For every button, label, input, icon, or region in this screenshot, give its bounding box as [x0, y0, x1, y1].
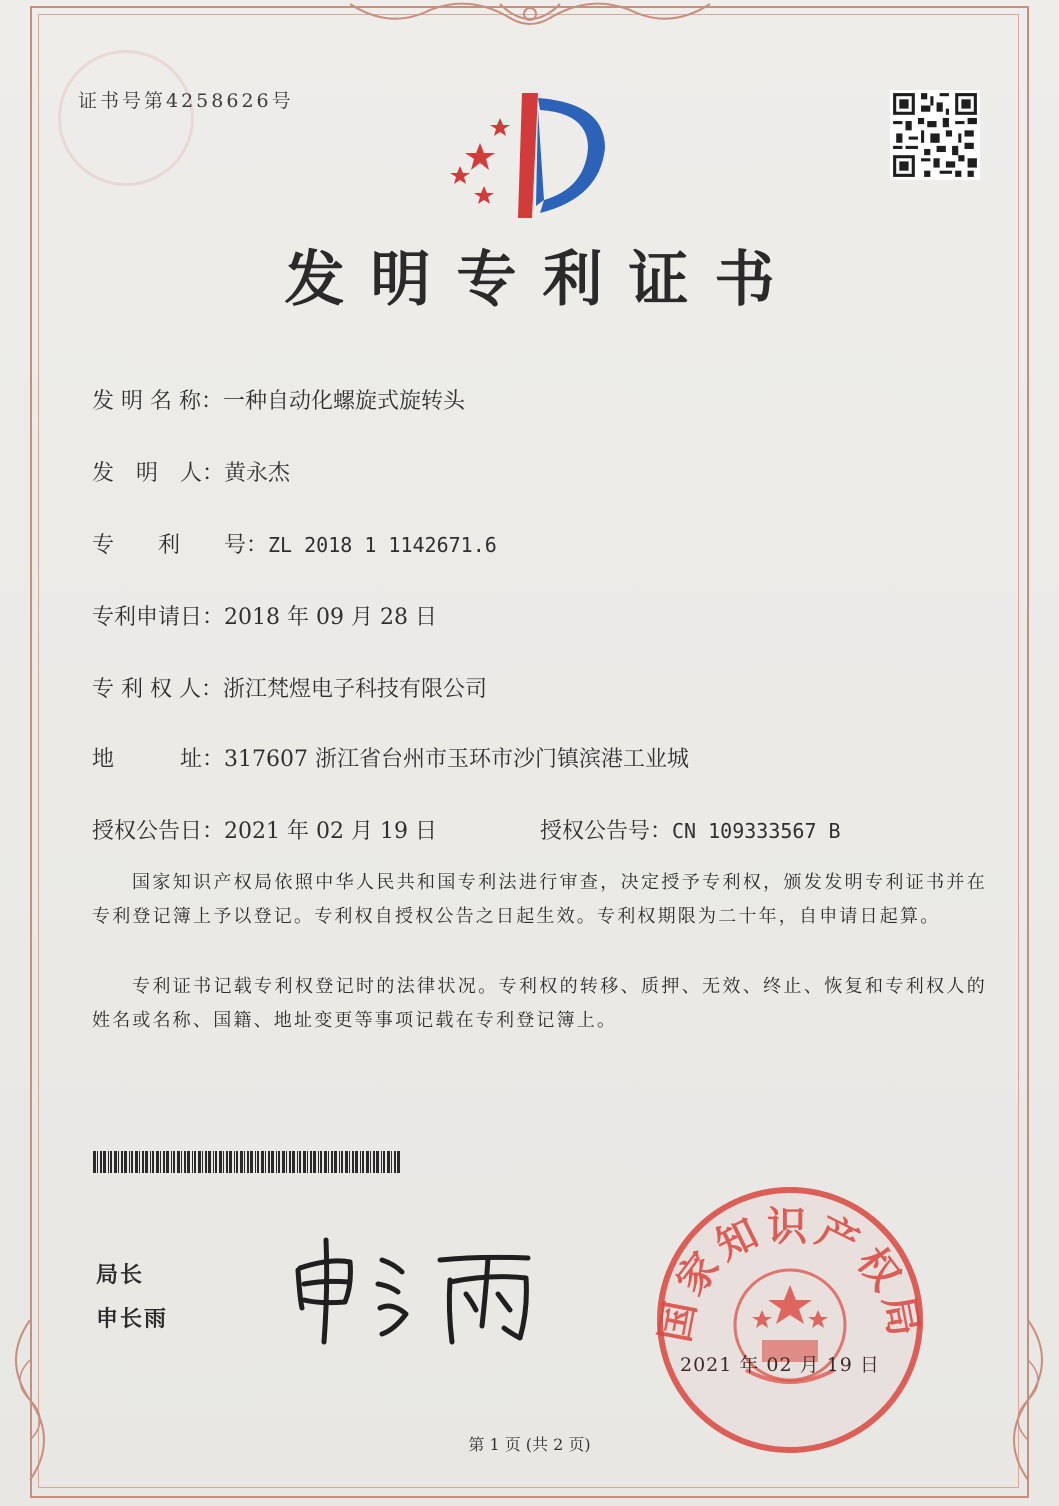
- right-ornament-icon: [1000, 1320, 1059, 1480]
- field-invention-name: [92, 384, 465, 415]
- field-value: 一种自动化螺旋式旋转头: [222, 389, 465, 414]
- field-label: 专 利 号：: [92, 533, 269, 558]
- field-label: 发 明 名 称：: [92, 389, 223, 414]
- field-label: 授权公告号：: [540, 819, 673, 844]
- statement-paragraph-2: 专利证书记载专利权登记时的法律状况。专利权的转移、质押、无效、终止、恢复和专利权人的姓名或名称、国籍、地址变更等事项记载在专利登记簿上。: [92, 976, 987, 1031]
- field-label: 地 址：: [92, 747, 225, 772]
- certificate-number: 证书号第4258626号: [78, 90, 294, 112]
- faint-stamp-mark: [58, 50, 194, 186]
- qr-code-icon: [890, 90, 980, 180]
- seal-date: 2021 年 02 月 19 日: [680, 1354, 880, 1376]
- cnipa-logo-icon: [440, 88, 620, 223]
- top-ornament-icon: [350, 0, 710, 36]
- field-label: 发 明 人：: [92, 461, 225, 486]
- barcode-icon: [93, 1151, 403, 1173]
- field-label: 授权公告日：: [92, 819, 225, 844]
- page-title: 发明专利证书: [284, 245, 801, 315]
- director-title: 局长: [96, 1263, 145, 1288]
- field-patentee: [92, 672, 487, 703]
- field-value: ZL 2018 1 1142671.6: [268, 533, 497, 557]
- field-grant-date: [92, 814, 437, 845]
- director-name: 申长雨: [96, 1307, 169, 1332]
- field-label: 专 利 权 人：: [92, 677, 223, 702]
- field-application-date: [92, 600, 437, 631]
- page-number: 第 1 页 (共 2 页): [468, 1435, 591, 1454]
- field-value: CN 109333567 B: [672, 819, 841, 843]
- left-ornament-icon: [0, 1320, 60, 1480]
- field-inventor: [92, 456, 290, 487]
- seal-text: 国家知识产权局: [651, 1202, 929, 1346]
- field-value: 浙江梵煜电子科技有限公司: [222, 677, 487, 702]
- official-seal-icon: [650, 1180, 930, 1460]
- statement-paragraph-1: 国家知识产权局依照中华人民共和国专利法进行审查，决定授予专利权，颁发发明专利证书并在专利登记簿上予以登记。专利权自授权公告之日起生效。专利权期限为二十年，自申请日起算。: [92, 872, 987, 927]
- field-patent-number: [92, 528, 497, 559]
- field-grant-number: [540, 814, 841, 845]
- field-value: 2018 年 09 月 28 日: [224, 605, 437, 630]
- signature-icon: [290, 1230, 550, 1350]
- field-value: 2021 年 02 月 19 日: [224, 819, 437, 844]
- field-label: 专利申请日：: [92, 605, 225, 630]
- field-value: 317607 浙江省台州市玉环市沙门镇滨港工业城: [224, 747, 689, 772]
- field-address: [92, 742, 689, 773]
- field-value: 黄永杰: [224, 461, 291, 486]
